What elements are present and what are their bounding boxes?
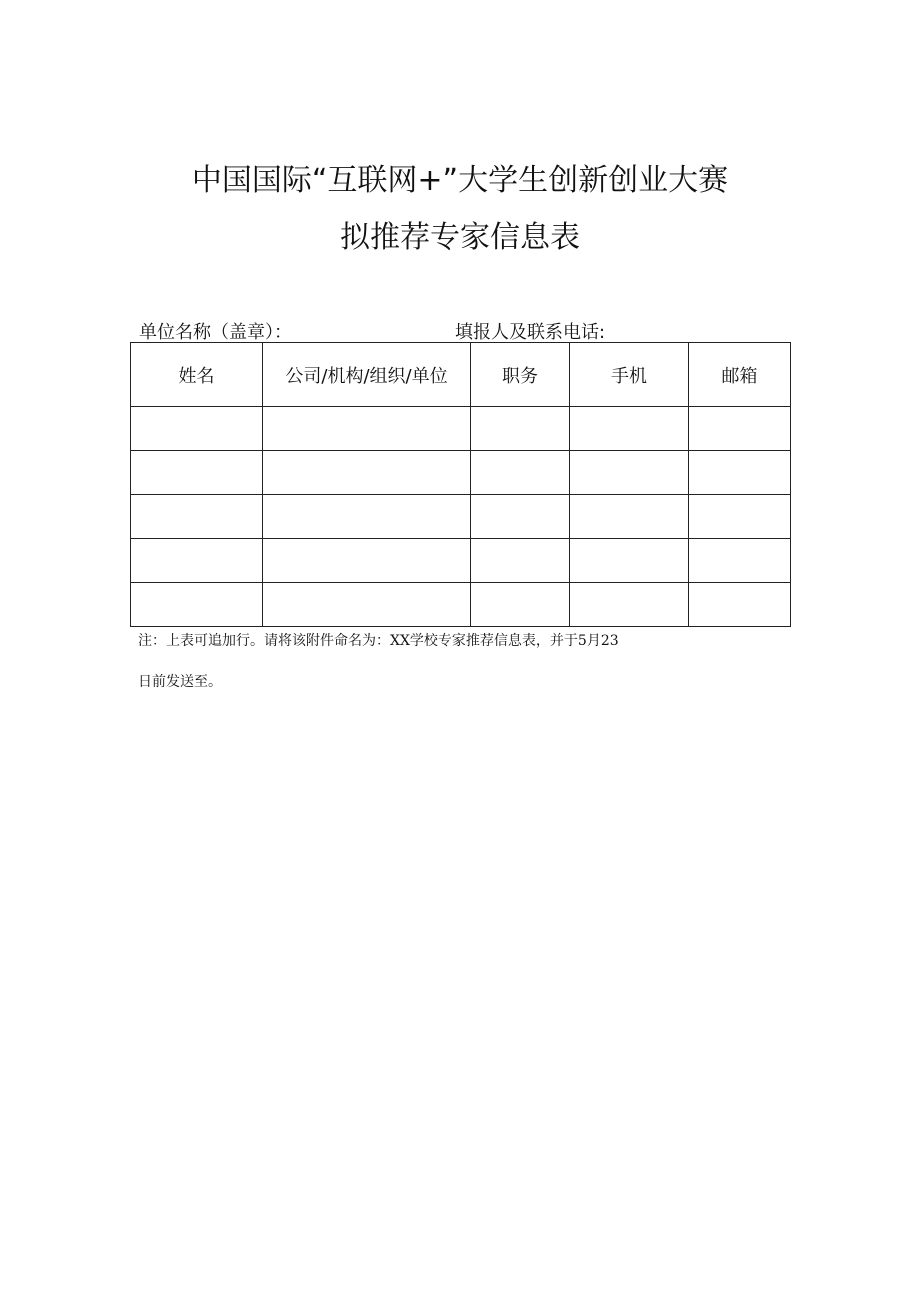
table-row <box>131 451 791 495</box>
cell-organization[interactable] <box>263 407 471 451</box>
cell-position[interactable] <box>471 495 570 539</box>
cell-name[interactable] <box>131 539 263 583</box>
table-row <box>131 495 791 539</box>
cell-position[interactable] <box>471 539 570 583</box>
header-mobile: 手机 <box>570 343 689 407</box>
cell-mobile[interactable] <box>570 495 689 539</box>
cell-mobile[interactable] <box>570 451 689 495</box>
cell-position[interactable] <box>471 407 570 451</box>
cell-email[interactable] <box>689 407 791 451</box>
cell-position[interactable] <box>471 583 570 627</box>
header-email: 邮箱 <box>689 343 791 407</box>
cell-name[interactable] <box>131 451 263 495</box>
table-row <box>131 583 791 627</box>
cell-mobile[interactable] <box>570 539 689 583</box>
cell-organization[interactable] <box>263 495 471 539</box>
form-title: 中国国际“互联网+”大学生创新创业大赛 <box>191 163 729 198</box>
cell-organization[interactable] <box>263 583 471 627</box>
cell-organization[interactable] <box>263 451 471 495</box>
unit-name-label: 单位名称（盖章）： <box>139 322 292 343</box>
cell-organization[interactable] <box>263 539 471 583</box>
footnote-line-1: 注：上表可追加行。请将该附件命名为：XX学校专家推荐信息表，并于5月23 <box>138 633 619 649</box>
cell-mobile[interactable] <box>570 407 689 451</box>
header-organization: 公司/机构/组织/单位 <box>263 343 471 407</box>
footnote-line-2: 日前发送至。 <box>138 674 222 690</box>
contact-phone-label: 填报人及联系电话: <box>455 322 606 343</box>
table-row <box>131 539 791 583</box>
cell-name[interactable] <box>131 407 263 451</box>
cell-name[interactable] <box>131 583 263 627</box>
cell-email[interactable] <box>689 495 791 539</box>
cell-email[interactable] <box>689 539 791 583</box>
table-header-row <box>131 343 791 407</box>
cell-name[interactable] <box>131 495 263 539</box>
form-subtitle: 拟推荐专家信息表 <box>340 220 580 255</box>
cell-position[interactable] <box>471 451 570 495</box>
expert-table <box>130 342 791 627</box>
header-name: 姓名 <box>131 343 263 407</box>
cell-email[interactable] <box>689 451 791 495</box>
header-position: 职务 <box>471 343 570 407</box>
cell-email[interactable] <box>689 583 791 627</box>
table-row <box>131 407 791 451</box>
cell-mobile[interactable] <box>570 583 689 627</box>
